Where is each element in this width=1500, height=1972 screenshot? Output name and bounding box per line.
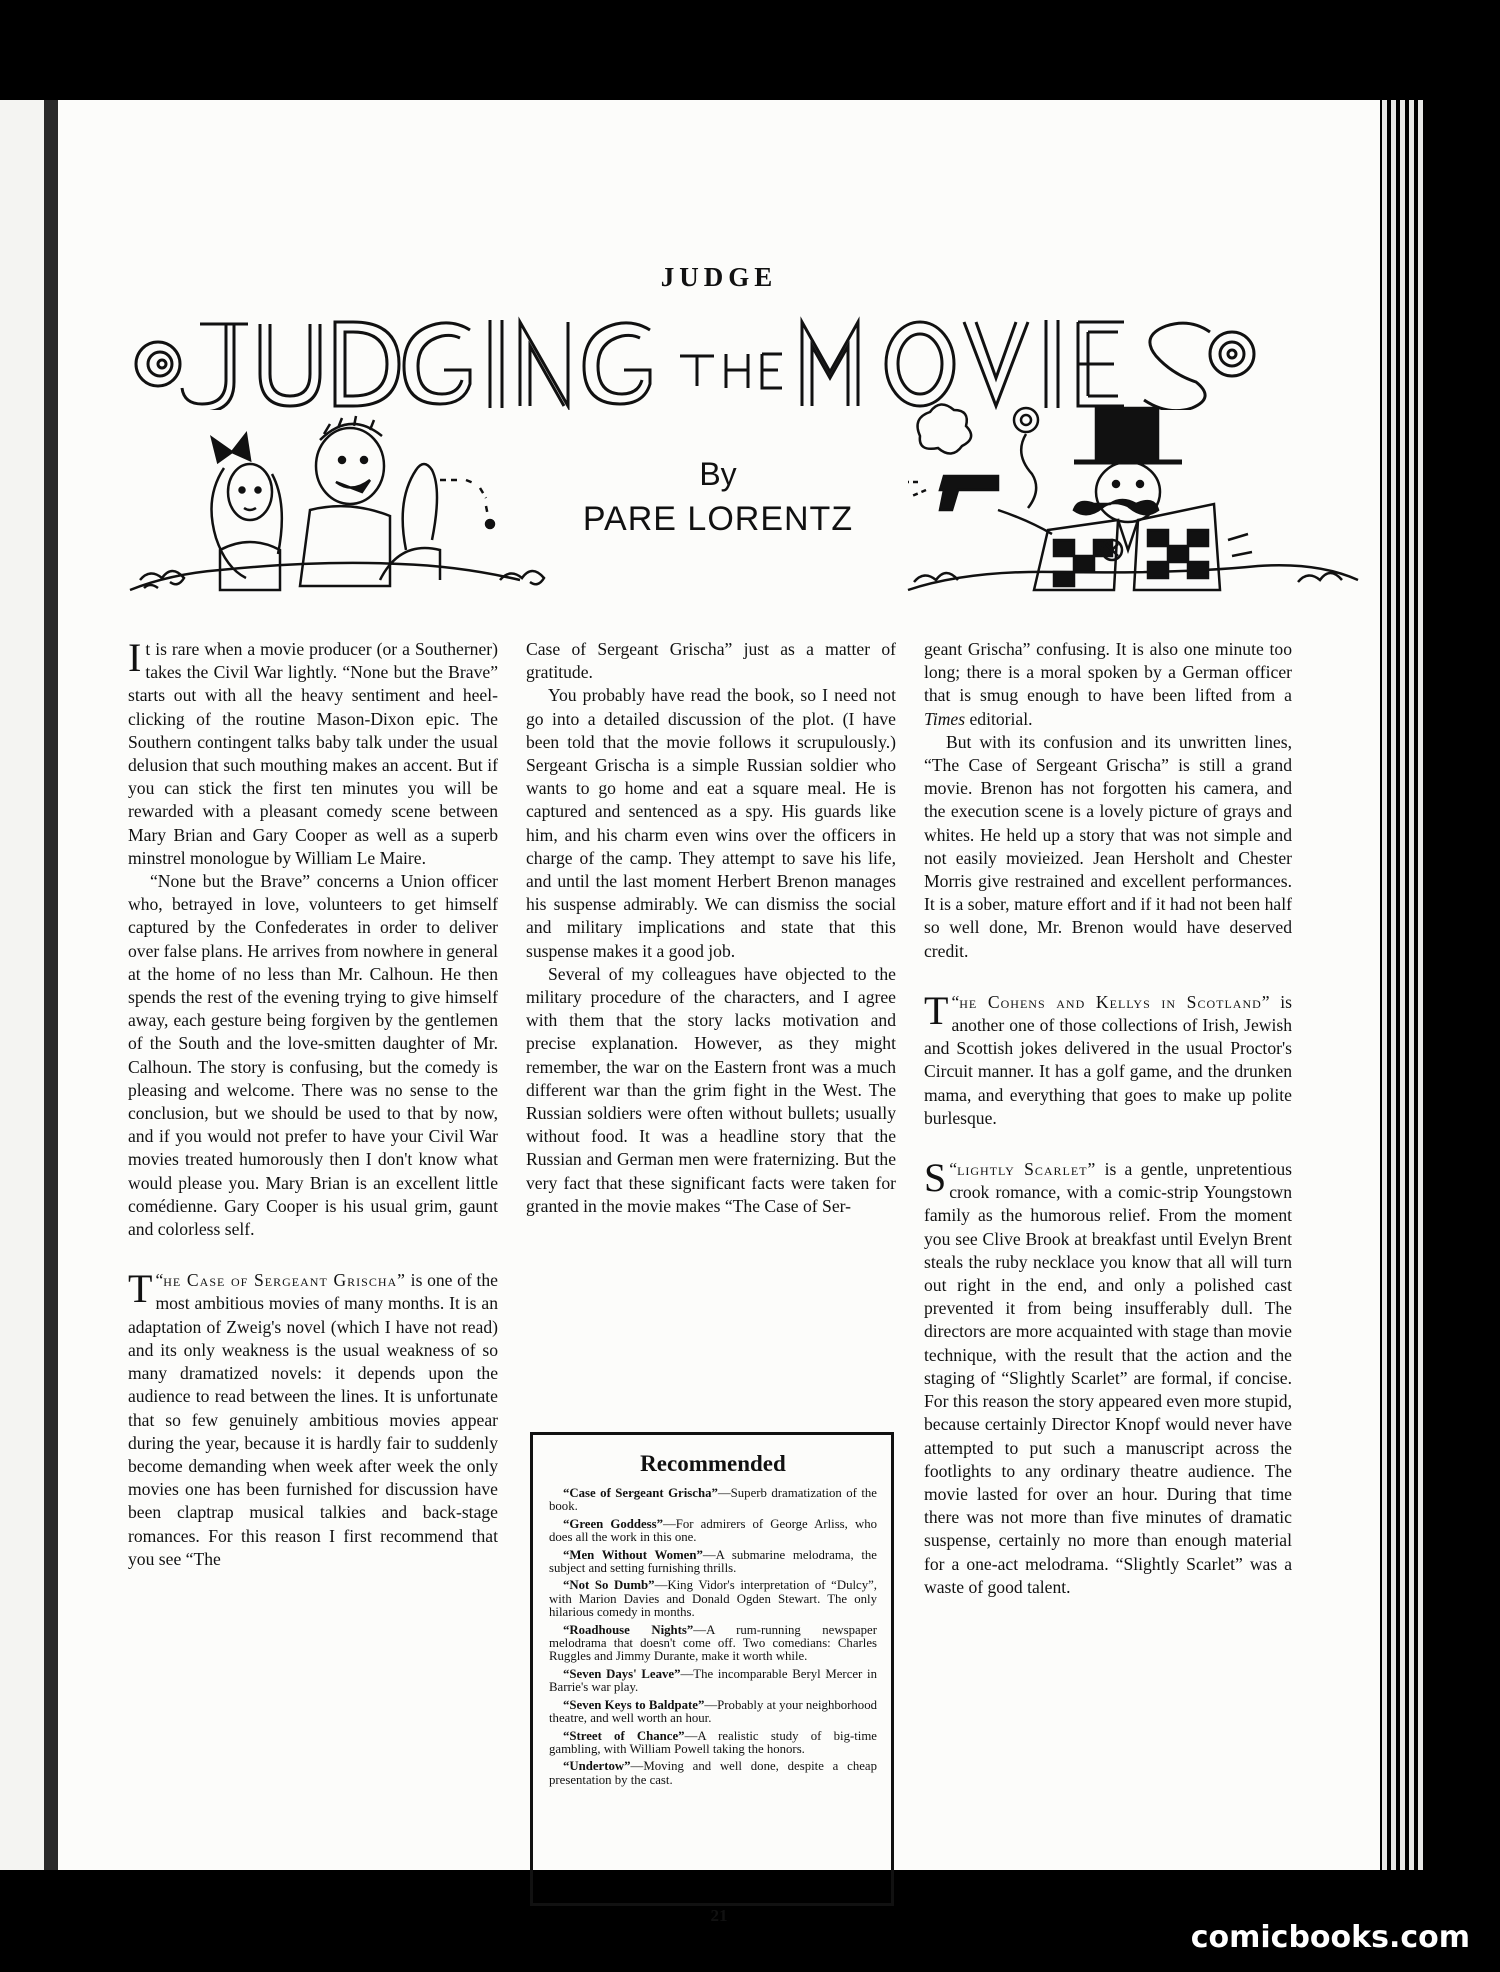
open-quote: “	[949, 1159, 958, 1180]
byline-by: By	[699, 456, 737, 492]
review-section-grischa	[128, 1266, 498, 1571]
magazine-page	[58, 100, 1380, 1925]
recommended-entry	[549, 1624, 877, 1664]
paragraph	[128, 635, 498, 870]
byline-author: PARE LORENTZ	[582, 500, 854, 538]
recommended-film-name: “Not So Dumb”	[563, 1578, 655, 1593]
recommended-film-name: “Green Goddess”	[563, 1516, 663, 1531]
paragraph: Case of Sergeant Grischa” just as a matter of gratitude.	[526, 639, 896, 683]
masthead-logo	[130, 310, 1352, 410]
paragraph: You probably have read the book, so I need not go into a detailed discussion of the plot. (I have been told that the movie follows it scrupulously.) Sergeant Grischa is a simple Russian soldier who wants to go home and eat a square meal. He is captured and sentenced as a spy. His guards like him, and his charm even wins over the officers in charge of the camp. They attempt to save his life, and until the last moment Herbert Brenon manages his suspense admirably. We can dismiss the social and military implications and state that this suspense makes it a good job.	[526, 685, 896, 961]
recommended-film-name: “Seven Keys to Baldpate”	[563, 1697, 705, 1712]
open-quote: “	[155, 1270, 164, 1291]
film-title: lightly Scarlet”	[957, 1159, 1097, 1180]
recommended-film-name: “Seven Days' Leave”	[563, 1666, 681, 1681]
recommended-entry	[549, 1549, 877, 1576]
recommended-film-desc: —A rum-running newspaper melodrama that doesn't come off. Two comedians: Charles Ruggles and Jimmy Durante, make it worth while.	[549, 1622, 878, 1664]
open-quote: “	[951, 991, 960, 1012]
recommended-film-name: “Street of Chance”	[563, 1728, 685, 1743]
recommended-entry	[549, 1668, 877, 1695]
recommended-entry	[549, 1579, 877, 1619]
recommended-entry	[549, 1730, 877, 1757]
recommended-film-desc: —King Vidor's interpretation of “Dulcy”, with Marion Davies and Donald Ogden Stewart. The only hilarious comedy in months.	[549, 1578, 877, 1620]
recommended-title: Recommended	[640, 1451, 786, 1476]
recommended-entry	[549, 1760, 877, 1787]
recommended-film-name: “Case of Sergeant Grischa”	[563, 1486, 718, 1500]
cartoon-villain-illustration	[898, 400, 1368, 600]
recommended-film-name: “Men Without Women”	[563, 1547, 703, 1562]
left-page-edge	[0, 100, 58, 1870]
drop-cap: S	[924, 1155, 947, 1201]
review-section-cohens	[924, 987, 1292, 1130]
recommended-film-desc: —For admirers of George Arliss, who does all the work in this one.	[549, 1516, 877, 1545]
paragraph-text: geant Grischa” confusing. It is also one minute too long; there is a moral spoken by a German officer that is smug enough to have been lifted from a	[924, 639, 1292, 706]
drop-cap: T	[924, 987, 949, 1033]
article-column-3	[924, 638, 1292, 1599]
recommended-film-name: “Roadhouse Nights”	[563, 1622, 694, 1637]
paragraph-text: editorial.	[965, 708, 1033, 729]
film-title: he Cohens and Kellys in Scotland”	[959, 991, 1271, 1012]
recommended-film-desc: —Superb dramatization of the book.	[549, 1486, 877, 1514]
paragraph-text: is one of the most ambitious movies of many months. It is an adaptation of Zweig's novel (which I have not read) and its only weakness is the usual weakness of so many dramatized novels: it depends upon the audience to read between the lines. It is unfortunate that so few genuinely ambitious movies appear during the year, because it is hardly fair to suddenly become demanding when week after week the only movies one has been furnished for discussion have been claptrap musical talkies and back-stage romances. For this reason I first recommend that you see “The	[128, 1270, 498, 1569]
paragraph-text: is a gentle, unpretentious crook romance, with a comic-strip Youngstown family as the humorous relief. From the moment you see Clive Brook at breakfast until Evelyn Brent steals the ruby necklace you know that all will turn out right in the end, and only a polished cast prevented it from being insufferably dull. The directors are more acquainted with stage than movie technique, with the result that the action and the staging of “Slightly Scarlet” are formal, if concise. For this reason the story appeared even more stupid, because certainly Director Knopf would never have attempted to put such a manuscript across the footlights to any ordinary theatre audience. The movie lasted for over an hour. During that time there was not more than five minutes of dramatic suspense, certainly no more than enough material for a one-act melodrama. “Slightly Scarlet” was a waste of good talent.	[924, 1159, 1292, 1597]
recommended-film-desc: —Moving and well done, despite a cheap presentation by the cast.	[549, 1759, 877, 1787]
book-spine	[44, 100, 58, 1870]
paragraph	[924, 638, 1292, 731]
page-number: 21	[710, 1906, 728, 1925]
recommended-film-desc: —The incomparable Beryl Mercer in Barrie's war play.	[549, 1666, 877, 1695]
page-stack-edge	[1380, 100, 1432, 1870]
recommended-entry	[549, 1699, 877, 1726]
drop-cap: T	[128, 1266, 153, 1312]
recommended-film-desc: —Probably at your neighborhood theatre, and well worth an hour.	[549, 1697, 877, 1726]
article-column-1	[128, 635, 498, 1571]
paragraph: But with its confusion and its unwritten lines, “The Case of Sergeant Grischa” is still a grand movie. Brenon has not forgotten his camera, and the execution scene is a lovely picture of grays and whites. He held up a story that was not simple and not easily movieized. Jean Hersholt and Chester Morris give restrained and excellent performances. It is a sober, mature effort and if it had not been half so well done, Mr. Brenon would have deserved credit.	[924, 731, 1292, 961]
recommended-list	[549, 1487, 877, 1787]
paragraph-text: t is rare when a movie producer (or a Southerner) takes the Civil War lightly. “None but the Brave” starts out with all the heavy sentiment and heel-clicking of the routine Mason-Dixon epic. The Southern contingent talks baby talk under the usual delusion that such mouthing makes an accent. But if you can stick the first ten minutes you will be rewarded with a pleasant comedy scene between Mary Brian and Gary Cooper as well as a superb minstrel monologue by William Le Maire.	[128, 639, 498, 868]
recommended-entry	[549, 1487, 877, 1514]
italic-publication: Times	[924, 708, 966, 729]
film-title: he Case of Sergeant Grischa”	[163, 1270, 406, 1291]
running-head: JUDGE	[660, 262, 778, 292]
recommended-film-desc: —A realistic study of big-time gambling, with William Powell taking the honors.	[549, 1728, 877, 1756]
article-column-2	[526, 638, 896, 1218]
paragraph: “None but the Brave” concerns a Union officer who, betrayed in love, volunteers to get himself captured by the Confederates in order to deliver over false plans. He arrives from nowhere in general at the home of no less than Mr. Calhoun. He then spends the rest of the evening trying to give himself away, each gesture being forgiven by the gentlemen of the South and the love-smitten daughter of Mr. Calhoun. The story is confusing, but the comedy is pleasing and welcome. There was no sense to the conclusion, but we should be used to that by now, and if you would not prefer to have your Civil War movies treated humorously then I don't know what would please you. Mary Brian is an excellent little comédienne. Gary Cooper is his usual grim, gaunt and colorless self.	[128, 871, 498, 1240]
recommended-film-desc: —A submarine melodrama, the subject and setting furnishing thrills.	[549, 1547, 877, 1576]
paragraph: Several of my colleagues have objected to the military procedure of the characters, and I agree with them that the story lacks motivation and precise explanation. However, as they might remember, the war on the Eastern front was a much different war than the grim fight in the West. The Russian soldiers were often without bullets; usually without food. It was a headline story that the Russian and German men were fraternizing. But the very fact that these significant facts were taken for granted in the movie makes “The Case of Ser-	[526, 963, 896, 1216]
drop-cap: I	[128, 635, 142, 680]
watermark: comicbooks.com	[1190, 1920, 1470, 1955]
cartoon-couple-illustration	[120, 400, 580, 600]
recommended-box	[530, 1432, 894, 1906]
recommended-film-name: “Undertow”	[563, 1759, 631, 1774]
review-section-scarlet	[924, 1155, 1292, 1599]
recommended-entry	[549, 1518, 877, 1545]
paragraph-text: is another one of those collections of Irish, Jewish and Scottish jokes delivered in the usual Proctor's Circuit manner. It has a golf game, and the drunken mama, and everything that goes to make up polite burlesque.	[924, 991, 1292, 1128]
